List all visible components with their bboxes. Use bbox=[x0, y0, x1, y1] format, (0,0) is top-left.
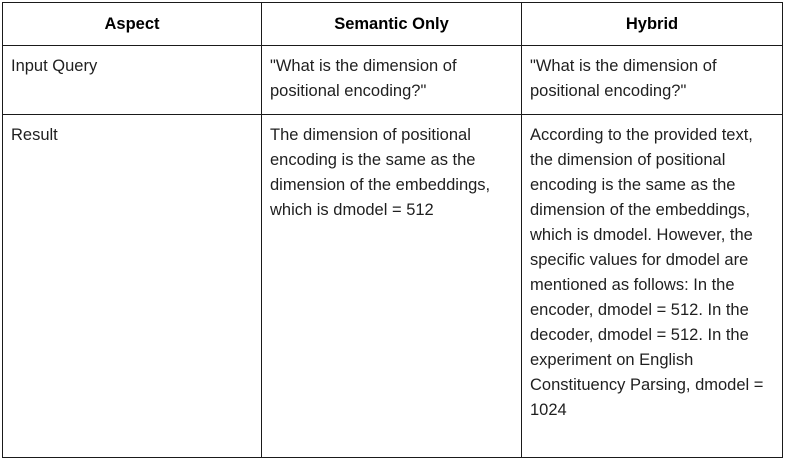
hybrid-cell bbox=[522, 46, 783, 115]
header-semantic-only: Semantic Only bbox=[262, 3, 522, 46]
semantic-only-query: "What is the dimension of positional encoding?" bbox=[270, 57, 457, 100]
table-row bbox=[3, 46, 783, 115]
header-aspect: Aspect bbox=[3, 3, 262, 46]
aspect-label: Result bbox=[11, 126, 58, 144]
hybrid-cell bbox=[522, 115, 783, 458]
hybrid-result: According to the provided text, the dimension of positional encoding is the same as the dimension of the embeddings, which is dmodel. However, the specific values for dmodel are mentioned as follows: In the encoder, dmodel = 512. In the decoder, dmodel = 512. In the experiment on English Constituency Parsing, dmodel = 1024 bbox=[530, 126, 764, 419]
hybrid-query: "What is the dimension of positional encoding?" bbox=[530, 57, 717, 100]
header-hybrid: Hybrid bbox=[522, 3, 783, 46]
semantic-only-cell bbox=[262, 115, 522, 458]
table-row bbox=[3, 115, 783, 458]
aspect-cell bbox=[3, 46, 262, 115]
aspect-label: Input Query bbox=[11, 57, 98, 75]
semantic-only-cell bbox=[262, 46, 522, 115]
comparison-table bbox=[2, 2, 783, 458]
aspect-cell bbox=[3, 115, 262, 458]
header-row bbox=[3, 3, 783, 46]
semantic-only-result: The dimension of positional encoding is the same as the dimension of the embeddings, which is dmodel = 512 bbox=[270, 126, 491, 219]
